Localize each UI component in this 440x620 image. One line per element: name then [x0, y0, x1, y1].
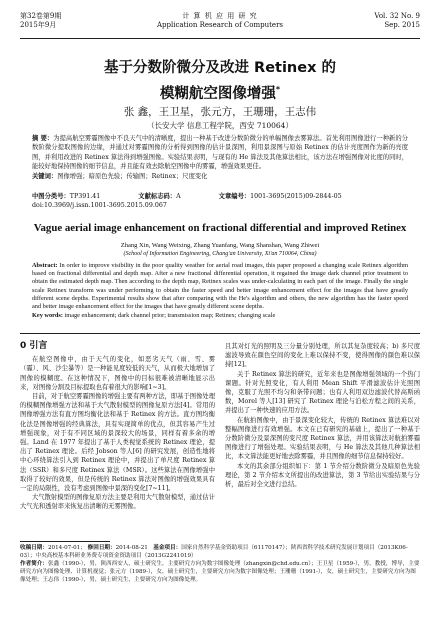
volume-en: Vol. 32 No. 9: [374, 12, 420, 20]
paragraph: 目前，对于航空雾霾图像的增强主要有两种方法，即基于图像处理的模糊图像增强方法和基于大气散射模型的图像复原方法[4]。常用的图像增强方法有直方图均衡化法和基于 Retinex 的方法。直方图均衡化法是图像增强的经典算法，具有实现简单的优点，但其容易产生过增强现象，对于有不同区域的景深较大的场景，同样有着多余的增强。Land 在 1977 年提出了基于人类视觉系统的 Retinex 理论，提出了 Retinex 理论。后经 Jobson 等人[6] 的研究发展，创造性地将中心环绕算法引入到 Retinex 理论中，并提出了单尺度 Retinex 算法（SSR）和多尺度 Retinex 算法（MSR）。这些算法在图像增强中取得了较好的效果，但是传统的 Retinex 算法对图像的增强效果具有一定的局限性，没有考虑到图像中景深的变化[7~11]。: [20, 393, 215, 493]
doi: doi:10.3969/j.issn.1001-3695.2015.09.067: [32, 202, 167, 209]
paragraph: 本文的其余部分组织如下：第 1 节介绍分数阶微分及暗原色先验理论，第 2 节介绍本文所提出的改进算法，第 3 节给出实验结果与分析，最后对全文进行总结。: [225, 462, 420, 489]
abstract-zh-label: 摘 要：: [32, 135, 54, 142]
article-number: 1001-3695(2015)09-2844-05: [250, 193, 342, 200]
classification-row: 中图分类号：TP391.41 文献标志码：A 文章编号：1001-3695(2015)09-2844-05: [32, 193, 342, 200]
paragraph: 大气散射模型的图像复原方法主要是利用大气散射模型，通过估计大气光和透射率来恢复出清晰的无雾图像。: [20, 494, 215, 511]
authors-en: Zhang Xin, Wang Weixing, Zhang Yuanfang, Wang Shanshan, Wang Zhiwei: [120, 242, 320, 249]
header-right: [374, 12, 420, 30]
title-zh-line1: 基于分数阶微分及改进 Retinex 的: [103, 60, 336, 76]
paragraph: 且其对灯光的照明及三分量分别处理，所以其复杂度较高；b) 多尺度滤波导致在颜色空间的变化上难以保持不变，使得图像的颜色难以保持[12]。: [225, 343, 420, 369]
abstract-en: [32, 262, 408, 311]
running-header: [20, 10, 420, 38]
footnote-bio: 作者简介：张鑫（1990-），男，陕西西安人，硕士研究生，主要研究方向为数字图像处理（zhangxin@chd.edu.cn）；王卫星（1959-），男，教授，博导，主要研究方向为图像处理、计算机视觉；张元方（1989-），女，硕士研究生，主要研究方向为数字图像处理；王珊珊（1991-），女，硕士研究生，主要研究方向为图像处理；王志伟（1990-），男，硕士研究生，主要研究方向为图像处理。: [20, 561, 420, 583]
paragraph: 关于 Retinex 算法的研究，近年来也是图像增强领域的一个热门课题。针对光照变化，有人利用 Mean Shift 平滑滤波估计光照图像，克服了光照不均匀和条带问题；也有人利用双边滤波代替高斯函数，Morel 等人[13] 研究了 Retinex 理论与泊松方程之间的关系，并提出了一种快速的应用方法。: [225, 370, 420, 415]
journal-en: Application Research of Computers: [156, 21, 284, 29]
volume-zh: 第32卷第9期: [20, 12, 62, 20]
abstract-en-text: In order to improve visibility in the poor quality weather for aerial road images, this paper proposed a changing scale Retinex algorithm based on fractional differential and depth map. After a new fractional differential operation, it regained the image dark channel prior treatment to obtain the estimated depth map. Then according to the depth map, Retinex scales was under-calculating in each part of the image. Finally the single scale Retinex transform was under performing to obtain the faster speed and better image enhancement effect for the images that have greatly different scene depths. Experimental results show that after comparing with the He's algorithm and others, the new algorithm has the faster speed and better image enhancement effect for the images that have greatly different scene depths.: [32, 262, 408, 311]
abstract-rule: [20, 333, 420, 334]
title-footnote-mark: *: [275, 85, 281, 94]
footnote: [20, 544, 420, 584]
body-right-column: [225, 342, 420, 489]
journal-zh: 计 算 机 应 用 研 究: [182, 12, 258, 20]
title-zh-line2: 模糊航空图像增强*: [159, 85, 281, 102]
abstract-zh-text: 为提高航空雾霾图像中不良天气中的清晰度，提出一种基于改进分数阶微分的单幅图像去雾算法。首先利用图像进行一种新的分数阶微分提取图像的边缘，并通过对雾霾图像的分析得到图像的估计景深图，利用景深图与原始 Retinex 的估计亮度图作为新的亮度图，并利用改进的 Retinex 算法得到增强图像。实验结果表明，与现有的 He 算法及其他算法相比，该方法在增强图像对比度的同时，能较好地保持图像的细节信息，并且能有效去除航空图像中的雾霾，增强效果更佳。: [32, 135, 409, 171]
clc-code: TP391.41: [69, 193, 101, 200]
date-zh: 2015年9月: [20, 21, 57, 29]
header-center: [20, 12, 420, 30]
affiliation-en: (School of Information Engineering, Chang'an University, Xi'an 710064, China): [123, 251, 317, 257]
header-rule: [20, 38, 420, 39]
paper-title-zh: [20, 58, 420, 105]
paper-title-en: Vague aerial image enhancement on fractional differential and improved Retinex: [33, 222, 407, 234]
section-heading: 0 引言: [20, 341, 48, 351]
affiliation-zh: （长安大学 信息工程学院，西安 710064）: [147, 121, 293, 130]
paragraph: 在航拍图像中，由于景深变化较大，传统的 Retinex 算法难以对整幅图像进行有效增强。本文在已有研究的基础上，提出了一种基于分数阶微分及景深图的变尺度 Retinex 算法，并用该算法对航拍雾霾图像进行了增强处理。实验结果表明，与 He 算法及其他几种算法相比，本文算法能更好地去除雾霾，并且图像的细节信息保持较好。: [225, 416, 420, 461]
abstract-en-label: Abstract:: [32, 262, 58, 269]
footnote-dates: 收稿日期：2014-07-01； 修回日期：2014-08-21 基金项目：国家自然科学基金资助项目（61170147）；陕西省科学技术研究发展计划项目（2013K06-03）；中央高校基本科研业务费专项资金资助项目（2013G2241019）: [20, 545, 408, 559]
paragraph: 在航空图像中，由于天气的变化，如恶劣天气（雨、雪、雾（霾）、风、沙尘暴等）是一种能见度较低的天气，从而极大地增加了图像的模糊度。在这种情况下，图像中的目标很难被清晰地显示出来，对图像分割及目标提取也有着很大的影响[1~3]。: [20, 356, 215, 391]
authors-zh: 张 鑫，王卫星，张元方，王珊珊，王志伟: [123, 106, 317, 118]
document-code: A: [176, 193, 181, 200]
footnote-rule: [20, 541, 110, 542]
keywords-en: Key words: image enhancement; dark channel prior; transmission map; Retinex; changing scale: [32, 312, 276, 319]
abstract-zh: [32, 134, 408, 181]
keywords-zh: 关键词：图像增强；暗原色先验；传输图；Retinex；尺度变化: [32, 172, 208, 180]
date-en: Sep. 2015: [384, 21, 420, 29]
body-left-column: [20, 342, 215, 512]
